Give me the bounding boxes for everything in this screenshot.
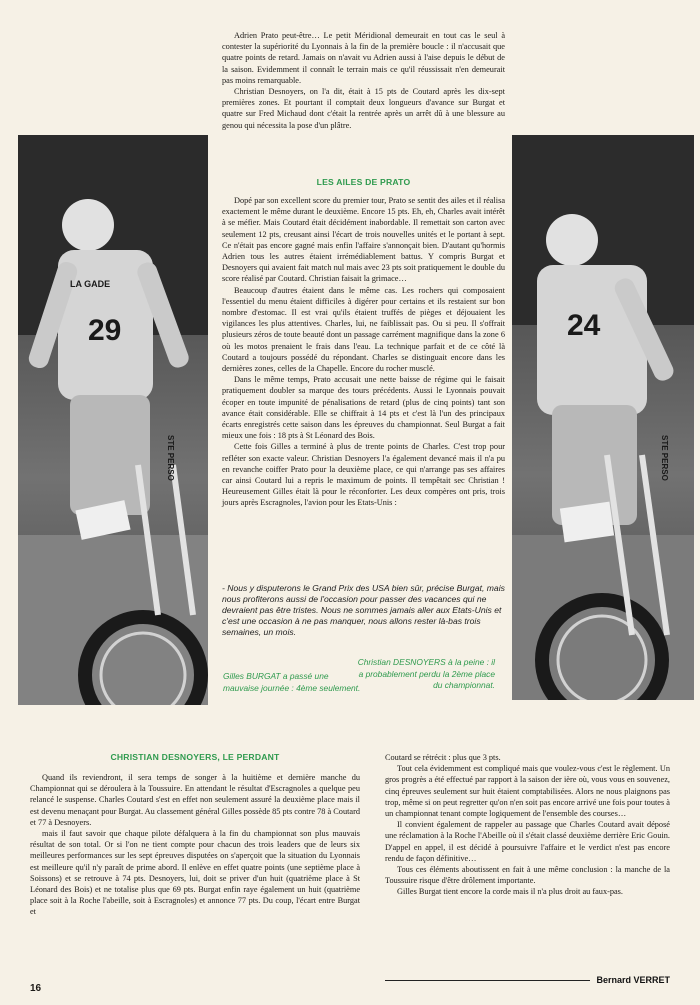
intro-paragraph: Christian Desnoyers, on l'a dit, était à 15 pts de Coutard après les dix-sept premières zones. Et pourtant il comptait deux longueurs d'avance sur Burgat et quatre sur Fred Michaud dont c'était la rentrée après un arrêt dû à une blessure au genou qui nécessita la pose d'un plâtre. [222, 87, 505, 130]
main-text [222, 195, 505, 509]
rider-illustration-right [512, 135, 694, 700]
bottom-right-paragraph: Gilles Burgat tient encore la corde mais il n'a plus droit au faux-pas. [397, 887, 623, 897]
author-signature [385, 975, 670, 985]
author-name: Bernard VERRET [596, 975, 670, 985]
photo-desnoyers [512, 135, 694, 700]
main-paragraph: Cette fois Gilles a terminé à plus de trente points de Charles. C'est trop pour refléter son exacte valeur. Christian Desnoyers l'a également devancé mais il n'a pu en revanche coiffer Prato pour la deuxième place, ce qui n'arrange pas ses affaires car ainsi Coutard lui a repris le maximum de points. Il tempêtait sec Christian ! Heureusement Gilles était là pour le réconforter. Les deux compères ont pris, trois jours après Escragnoles, l'avion pour les Etats-Unis : [222, 442, 505, 508]
bottom-left-paragraph: mais il faut savoir que chaque pilote défalquera à la fin du championnat son plus mauvais résultat de son total. Or si l'on ne tient compte pour chacun des trois leaders que de leurs six meilleures performances sur les sept épreuves disputées on s'aperçoit que la situation du Lyonnais est meilleure qu'il n'y paraît de prime abord. Il enlève en effet quatre points (une septième place à Soissons) et se retrouve à 74 pts. Desnoyers, lui, doit se priver d'un huit (quatrième place à St Léonard des Bois) et ne totalise plus que 69 pts. Burgat enfin raye également un huit (quatrième place soit à la Roche l'abeille, soit à Escragnoles) et annonce 77 pts. Du coup, l'écart entre Burgat et [30, 829, 360, 917]
intro-text [222, 30, 505, 131]
main-paragraph: Dans le même temps, Prato accusait une nette baisse de régime qui le faisait pratiquement doubler sa marque des tours précédents. Aussi le Lyonnais pouvait écoper en toute impunité de pénalisations de retard (plus de cinq points) tant son avance était considérable. Elle se chiffrait à 14 pts et c'est là l'un des principaux écarts enregistrés cette saison dans les épreuves du championnat. Seul Burgat a fait mieux une fois : 18 pts à St Léonard des Bois. [222, 375, 505, 441]
signature-rule [385, 980, 590, 981]
main-paragraph: Beaucoup d'autres étaient dans le même cas. Les rochers qui composaient l'essentiel du menu étaient difficiles à digérer pour certains et ils restaient sur bon nombre d'estomac. Il est vrai qu'ils étaient truffés de pièges et déjouaient les vigilances les plus attentives. Charles, lui, ne faiblissait pas. Ou si peu. Il s'offrait plusieurs zéros de toute beauté dont un passage carrément magnifique dans la zone 6 où les motos prenaient le frais dans l'eau. La technique parfait et de ce côté là Coutard a toujours possédé du répondant. Charles se distinguait encore dans les dernières zones, celles de la Chapelle. Encore du rocher musclé. [222, 285, 505, 374]
section-heading-prato: LES AILES DE PRATO [316, 177, 411, 187]
bottom-left-paragraph: Quand ils reviendront, il sera temps de songer à la huitième et dernière manche du Championnat qui se déroulera à la Toussuire. En attendant le résultat d'Escragnoles a quelque peu relancé le suspense. Charles Coutard s'est en effet non seulement assuré la deuxième place mais il est devenu menaçant pour Burgat. Au classement général Gilles possède 85 pts contre 78 à Coutard et 77 à Desnoyers. [30, 773, 360, 827]
bottom-right-paragraph: Tous ces éléments aboutissent en fait à une même conclusion : la manche de la Toussuire risque d'être drôlement importante. [385, 865, 670, 886]
fork-text-left: STE PERSO [166, 435, 175, 481]
intro-paragraph: Adrien Prato peut-être… Le petit Méridional demeurait en tout cas le seul à contester la supériorité du Lyonnais à la fin de la première boucle : il n'accusait que quatre points de retard. Jamais on n'avait vu Adrien aussi à l'aise depuis le début de la saison. Evidemment il connaît le terrain mais ce qu'il réussissait n'en demeurait pas moins remarquable. [222, 31, 505, 85]
bottom-right-paragraph: Il convient également de rappeler au passage que Charles Coutard avait déposé une réclamation à la Roche l'Abeille où il s'était classé deuxième derrière Eric Gouin. D'appel en appel, il est décidé à poursuivre l'affaire et le verdict n'est pas encore rendu de façon définitive… [385, 820, 670, 863]
shirt-text-left: LA GADE [70, 279, 111, 289]
bottom-right-paragraph: Tout cela évidemment est compliqué mais que voulez-vous c'est le règlement. Un gros progrès a été effectué par rapport à la saison der ière où, vous vous en souvenez, cinq épreuves seulement sur huit étaient comptabilisées. Alors ne nous plaignons pas trop, même si on peut regretter qu'on n'en soit pas encore arrivé une fois pour toutes à un championnat tenant compte logiquement de l'ensemble des courses… [385, 764, 670, 819]
main-paragraph: Dopé par son excellent score du premier tour, Prato se sentit des ailes et il réalisa exactement le même durant le deuxième. Encore 15 pts. Eh, eh, Charles avait intérêt à se méfier. Mais Coutard était décidément inabordable. Il remettait son carton avec seulement 12 pts, creusant ainsi l'écart de trois nouvelles unités et le portant à sept. Ce n'était pas encore gagné mais enfin l'affaire s'annonçait bien. D'autant qu'hormis Adrien tous les autres étaient irrémédiablement battus. Y compris Burgat et Desnoyers qui avaient fait match nul mais avec 23 pts soit pratiquement le double du score réalisé par Coutard. Christian faisait la grimace… [222, 196, 505, 284]
page-number: 16 [30, 983, 42, 994]
burgat-quote: - Nous y disputerons le Grand Prix des USA bien sûr, précise Burgat, mais nous profiterons aussi de l'occasion pour passer des vacances qui ne devraient pas être tristes. Nous ne sommes jamais aller aux Etats-Unis et c'est une occasion à ne pas manquer, nous allons rester là-bas trois semaines, un mois. [222, 583, 505, 637]
rider-illustration-left [18, 135, 208, 705]
bottom-right-text [385, 752, 670, 898]
bottom-left-text [30, 772, 360, 918]
bottom-right-paragraph: Coutard se rétrécit : plus que 3 pts. [385, 753, 501, 762]
fork-text-right: STE PERSO [660, 435, 669, 481]
caption-desnoyers: Christian DESNOYERS à la peine : il a probablement perdu la 2ème place du championnat. [357, 657, 495, 690]
race-number-right: 24 [567, 309, 601, 342]
caption-burgat: Gilles BURGAT a passé une mauvaise journée : 4ème seulement. [223, 671, 361, 693]
race-number-left: 29 [88, 314, 122, 347]
photo-burgat [18, 135, 208, 705]
section-heading-desnoyers: CHRISTIAN DESNOYERS, LE PERDANT [110, 752, 280, 762]
